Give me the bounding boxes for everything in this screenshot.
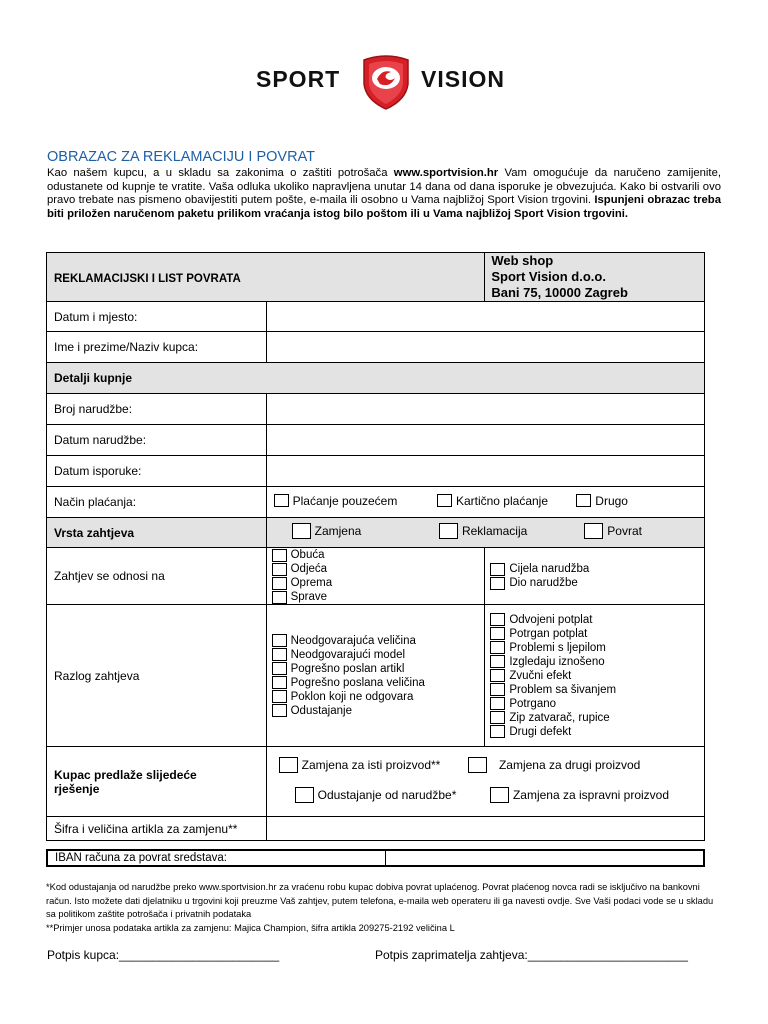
label-nacin-placanja: Način plaćanja: <box>47 487 267 518</box>
checkbox-razlog[interactable] <box>272 662 287 675</box>
reason-options-left: Neodgovarajuća veličina Neodgovarajući model Pogrešno poslan artikl Pogrešno poslana veličina Poklon koji ne odgovara Odustajanje <box>266 605 485 747</box>
signature-zaprimatelj[interactable]: Potpis zaprimatelja zahtjeva:________________________ <box>375 948 688 962</box>
input-ime-kupca[interactable] <box>266 332 704 363</box>
signature-kupac[interactable]: Potpis kupca:________________________ <box>47 948 280 962</box>
label-razlog-zahtjeva: Razlog zahtjeva <box>47 605 267 747</box>
checkbox-obuca[interactable] <box>272 549 287 562</box>
checkbox-zamjena-isti[interactable] <box>279 757 298 773</box>
checkbox-oprema[interactable] <box>272 577 287 590</box>
checkbox-razlog[interactable] <box>272 690 287 703</box>
checkbox-razlog[interactable] <box>272 676 287 689</box>
payment-options: Plaćanje pouzećem Kartično plaćanje Drugo <box>266 487 704 518</box>
webshop-address: Web shop Sport Vision d.o.o. Bani 75, 10000 Zagreb <box>485 253 705 302</box>
checkbox-defekt[interactable] <box>490 725 505 738</box>
label-vrsta-zahtjeva: Vrsta zahtjeva <box>47 518 267 548</box>
checkbox-reklamacija[interactable] <box>439 523 458 539</box>
input-datum-narudzbe[interactable] <box>266 425 704 456</box>
footnote-1: *Kod odustajanja od narudžbe preko www.sportvision.hr za vraćenu robu kupac dobiva povrat uplaćenog. Povrat plaćenog novca radi se isključivo na bankovni račun. Isto možete dati djelatniku u trgovini koji preuzme Vaš zahtjev, putem telefona, e-maila web operateru ili ga navesti ovdje. Sve Vaši podaci vode se u skladu sa politikom zaštite potrošača i privatnih podataka <box>46 882 714 919</box>
table-header-title: REKLAMACIJSKI I LIST POVRATA <box>47 253 485 302</box>
form-title: OBRAZAC ZA REKLAMACIJU I POVRAT <box>47 149 316 165</box>
checkbox-razlog[interactable] <box>272 704 287 717</box>
label-kupac-predlaze: Kupac predlaže slijedeće rješenje <box>47 747 267 817</box>
label-sifra-velicina: Šifra i veličina artikla za zamjenu** <box>47 817 267 841</box>
checkbox-defekt[interactable] <box>490 697 505 710</box>
order-scope-options: Cijela narudžba Dio narudžbe <box>485 548 705 605</box>
checkbox-zamjena[interactable] <box>292 523 311 539</box>
label-datum-isporuke: Datum isporuke: <box>47 456 267 487</box>
checkbox-sprave[interactable] <box>272 591 287 604</box>
label-datum-narudzbe: Datum narudžbe: <box>47 425 267 456</box>
intro-paragraph: Kao našem kupcu, a u skladu sa zakonima o zaštiti potrošača www.sportvision.hr Vam omogućuje da naručeno zamijenite, odustanete od kupnje te vratite. Vaša odluka ukoliko napravljena unutar 14 dana od dana isporuke je obvezujuća. Kako bi ostvarili ovo pravo trebate nas pismeno obavijestiti putem pošte, e-maila ili osobno u Vama najbližoj Sport Vision trgovini. Ispunjeni obrazac treba biti priložen naručenom paketu prilikom vraćanja istog bilo poštom ili u Vama najbližoj Sport Vision trgovini. <box>47 167 721 220</box>
checkbox-povrat[interactable] <box>584 523 603 539</box>
checkbox-odustajanje[interactable] <box>295 787 314 803</box>
label-iban: IBAN računa za povrat sredstava: <box>47 850 386 866</box>
checkbox-zamjena-drugi[interactable] <box>468 757 487 773</box>
checkbox-razlog[interactable] <box>272 634 287 647</box>
logo-text-right: VISION <box>421 66 505 92</box>
checkbox-razlog[interactable] <box>272 648 287 661</box>
sport-vision-logo-emblem <box>360 54 412 110</box>
footnotes <box>46 881 722 935</box>
checkbox-defekt[interactable] <box>490 627 505 640</box>
input-datum-isporuke[interactable] <box>266 456 704 487</box>
checkbox-pouzecem[interactable] <box>274 494 289 507</box>
checkbox-odjeca[interactable] <box>272 563 287 576</box>
input-sifra-velicina[interactable] <box>266 817 704 841</box>
checkbox-defekt[interactable] <box>490 669 505 682</box>
checkbox-zamjena-ispravni[interactable] <box>490 787 509 803</box>
solution-options: Zamjena za isti proizvod** Zamjena za drugi proizvod Odustajanje od narudžbe* Zamjena za ispravni proizvod <box>266 747 704 817</box>
label-ime-kupca: Ime i prezime/Naziv kupca: <box>47 332 267 363</box>
return-form-table <box>46 252 705 841</box>
request-type-options: Zamjena Reklamacija Povrat <box>266 518 704 548</box>
section-detalji-kupnje: Detalji kupnje <box>47 363 705 394</box>
footnote-2: **Primjer unosa podataka artikla za zamjenu: Majica Champion, šifra artikla 209275-2192 veličina L <box>46 922 455 933</box>
website-link[interactable]: www.sportvision.hr <box>393 167 499 179</box>
checkbox-defekt[interactable] <box>490 711 505 724</box>
label-broj-narudzbe: Broj narudžbe: <box>47 394 267 425</box>
input-iban[interactable] <box>386 850 705 866</box>
logo-text-left: SPORT <box>256 66 341 92</box>
checkbox-defekt[interactable] <box>490 683 505 696</box>
input-broj-narudzbe[interactable] <box>266 394 704 425</box>
checkbox-defekt[interactable] <box>490 655 505 668</box>
label-datum-mjesto: Datum i mjesto: <box>47 302 267 332</box>
label-zahtjev-odnosi: Zahtjev se odnosi na <box>47 548 267 605</box>
checkbox-drugo[interactable] <box>576 494 591 507</box>
checkbox-dio-narudzbe[interactable] <box>490 577 505 590</box>
iban-table <box>46 849 705 867</box>
checkbox-karticno[interactable] <box>437 494 452 507</box>
product-type-options: Obuća Odjeća Oprema Sprave <box>266 548 485 605</box>
checkbox-defekt[interactable] <box>490 641 505 654</box>
checkbox-defekt[interactable] <box>490 613 505 626</box>
checkbox-cijela-narudzba[interactable] <box>490 563 505 576</box>
reason-options-right: Odvojeni potplat Potrgan potplat Problemi s ljepilom Izgledaju iznošeno Zvučni efekt Problem sa šivanjem Potrgano Zip zatvarač, rupice Drugi defekt <box>485 605 705 747</box>
input-datum-mjesto[interactable] <box>266 302 704 332</box>
